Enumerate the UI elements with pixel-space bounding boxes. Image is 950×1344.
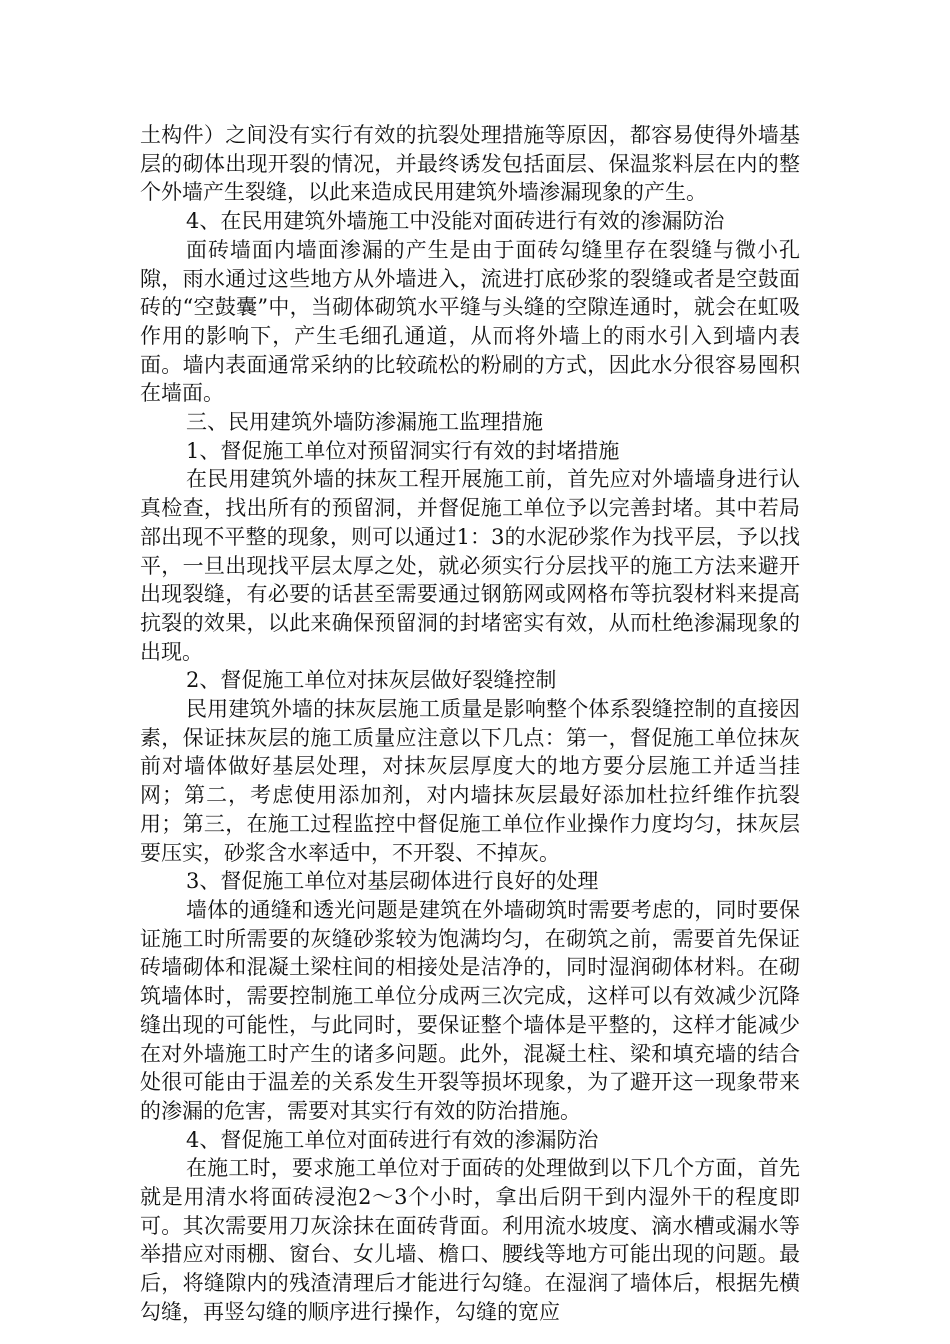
chapter-heading-supervision-measures: 三、民用建筑外墙防渗漏施工监理措施 — [186, 410, 543, 435]
section-heading-facing-brick-prevention: 4、督促施工单位对面砖进行有效的渗漏防治 — [186, 1127, 599, 1152]
paragraph-reserved-holes: 在民用建筑外墙的抹灰工程开展施工前，首先应对外墙墙身进行认真检查，找出所有的预留洞，并督促施工单位予以完善封堵。其中若局部出现不平整的现象，则可以通过1：3的水泥砂浆作为找平层，予以找平，一旦出现找平层太厚之处，就必须实行分层找平的施工方法来避开出现裂缝，有必要的话甚至需要通过钢筋网或网格布等抗裂材料来提高抗裂的效果，以此来确保预留洞的封堵密实有效，从而杜绝渗漏现象的出现。 — [140, 467, 800, 664]
paragraph-base-masonry: 墙体的通缝和透光问题是建筑在外墙砌筑时需要考虑的，同时要保证施工时所需要的灰缝砂浆较为饱满均匀，在砌筑之前，需要首先保证砖墙砌体和混凝土梁柱间的相接处是洁净的，同时湿润砌体材料。在砌筑墙体时，需要控制施工单位分成两三次完成，这样可以有效减少沉降缝出现的可能性，与此同时，要保证整个墙体是平整的，这样才能减少在对外墙施工时产生的诸多问题。此外，混凝土柱、梁和填充墙的结合处很可能由于温差的关系发生开裂等损坏现象，为了避开这一现象带来的渗漏的危害，需要对其实行有效的防治措施。 — [140, 897, 800, 1123]
paragraph-facing-brick-leak: 面砖墙面内墙面渗漏的产生是由于面砖勾缝里存在裂缝与微小孔隙，雨水通过这些地方从外墙进入，流进打底砂浆的裂缝或者是空鼓面砖的“空鼓囊”中，当砌体砌筑水平缝与头缝的空隙连通时，就会在虹吸作用的影响下，产生毛细孔通道，从而将外墙上的雨水引入到墙内表面。墙内表面通常采纳的比较疏松的粉刷的方式，因此水分很容易囤积在墙面。 — [140, 237, 800, 406]
document-body — [140, 121, 800, 1327]
section-heading-plaster-cracks: 2、督促施工单位对抹灰层做好裂缝控制 — [186, 668, 557, 693]
section-heading-base-masonry: 3、督促施工单位对基层砌体进行良好的处理 — [186, 869, 599, 894]
paragraph-plaster-cracks: 民用建筑外墙的抹灰层施工质量是影响整个体系裂缝控制的直接因素，保证抹灰层的施工质量应注意以下几点：第一，督促施工单位抹灰前对墙体做好基层处理，对抹灰层厚度大的地方要分层施工并适当挂网；第二，考虑使用添加剂，对内墙抹灰层最好添加杜拉纤维作抗裂用；第三，在施工过程监控中督促施工单位作业操作力度均匀，抹灰层要压实，砂浆含水率适中，不开裂、不掉灰。 — [140, 697, 800, 865]
paragraph-facing-brick-prevention: 在施工时，要求施工单位对于面砖的处理做到以下几个方面，首先就是用清水将面砖浸泡2～3个小时，拿出后阴干到内湿外干的程度即可。其次需要用刀灰涂抹在面砖背面。利用流水坡度、滴水槽或漏水等举措应对雨棚、窗台、女儿墙、檐口、腰线等地方可能出现的问题。最后，将缝隙内的残渣清理后才能进行勾缝。在湿润了墙体后，根据先横勾缝，再竖勾缝的顺序进行操作，勾缝的宽应 — [140, 1156, 800, 1324]
paragraph-continuation: 土构件）之间没有实行有效的抗裂处理措施等原因，都容易使得外墙基层的砌体出现开裂的情况，并最终诱发包括面层、保温浆料层在内的整个外墙产生裂缝，以此来造成民用建筑外墙渗漏现象的产生。 — [140, 123, 800, 205]
section-heading-reserved-holes: 1、督促施工单位对预留洞实行有效的封堵措施 — [186, 438, 620, 463]
section-heading-facing-brick-leak: 4、在民用建筑外墙施工中没能对面砖进行有效的渗漏防治 — [186, 209, 725, 234]
